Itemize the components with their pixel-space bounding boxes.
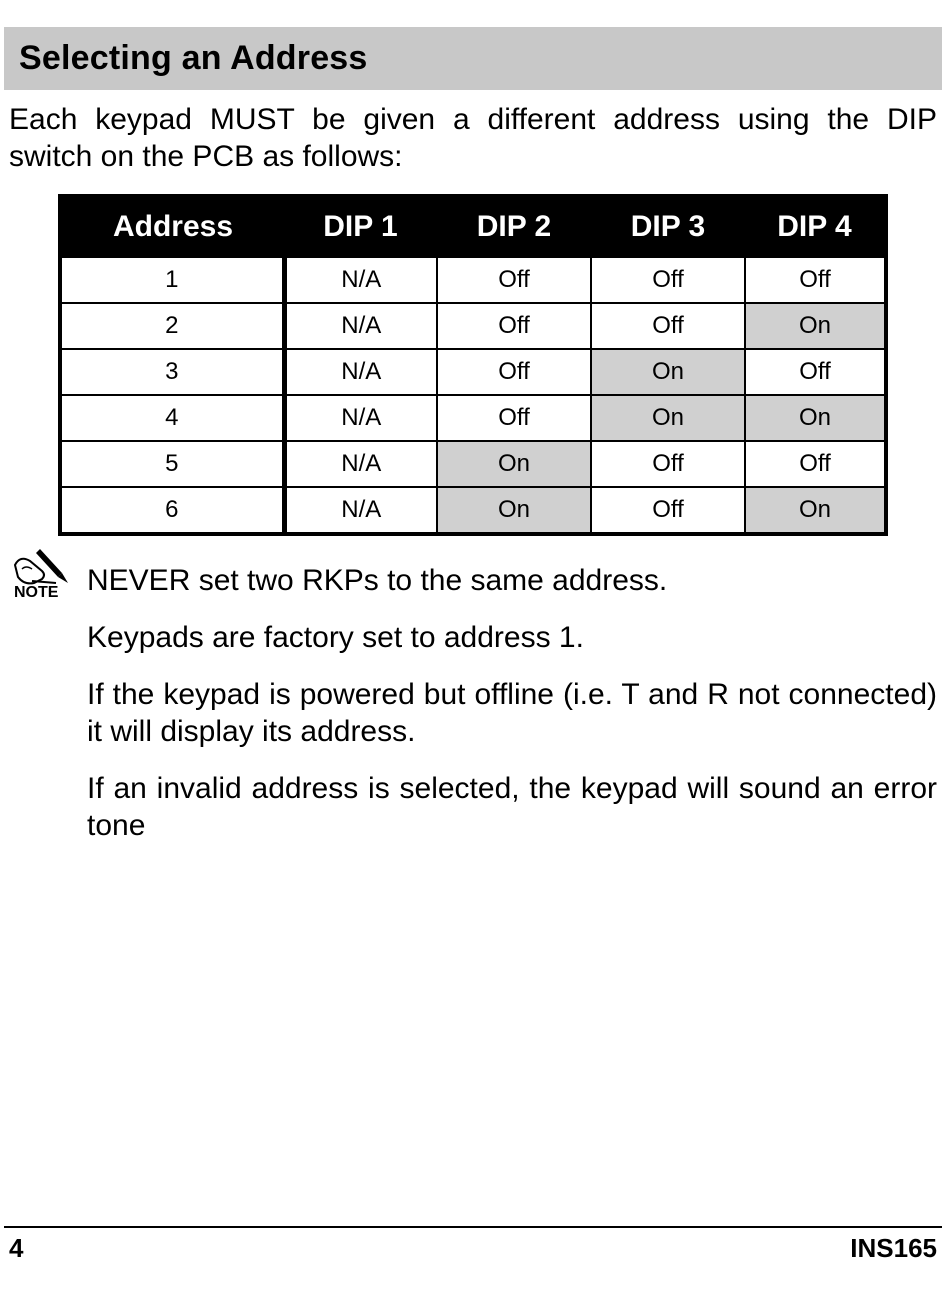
column-header-dip-4: DIP 4 bbox=[745, 196, 886, 257]
note-paragraph: If an invalid address is selected, the keypad will sound an error tone bbox=[87, 772, 937, 842]
dip-cell: On bbox=[437, 487, 591, 534]
dip-cell: N/A bbox=[284, 303, 437, 349]
table-row bbox=[60, 441, 886, 487]
intro-line-1: Each keypad MUST be given a different address using the DIP bbox=[9, 103, 937, 136]
dip-cell: Off bbox=[745, 349, 886, 395]
section-header bbox=[4, 27, 942, 90]
dip-cell: Off bbox=[591, 303, 745, 349]
table-row bbox=[60, 395, 886, 441]
dip-address-table bbox=[58, 194, 888, 536]
dip-cell: N/A bbox=[284, 441, 437, 487]
dip-cell: On bbox=[745, 487, 886, 534]
dip-cell: Off bbox=[437, 395, 591, 441]
dip-cell: Off bbox=[437, 349, 591, 395]
dip-cell: Off bbox=[745, 257, 886, 303]
dip-cell: Off bbox=[437, 257, 591, 303]
table-row bbox=[60, 257, 886, 303]
address-cell: 2 bbox=[60, 303, 284, 349]
dip-cell: N/A bbox=[284, 395, 437, 441]
document-code: INS165 bbox=[850, 1233, 937, 1263]
dip-cell: On bbox=[745, 395, 886, 441]
dip-cell: N/A bbox=[284, 349, 437, 395]
dip-cell: Off bbox=[745, 441, 886, 487]
note-label: NOTE bbox=[14, 584, 59, 601]
table-row bbox=[60, 487, 886, 534]
dip-cell: On bbox=[591, 395, 745, 441]
address-cell: 1 bbox=[60, 257, 284, 303]
dip-cell: On bbox=[437, 441, 591, 487]
address-cell: 5 bbox=[60, 441, 284, 487]
note-text bbox=[87, 562, 937, 864]
column-header-dip-2: DIP 2 bbox=[437, 196, 591, 257]
address-cell: 3 bbox=[60, 349, 284, 395]
dip-cell: Off bbox=[591, 441, 745, 487]
page-number: 4 bbox=[9, 1233, 24, 1263]
column-header-dip-3: DIP 3 bbox=[591, 196, 745, 257]
dip-cell: On bbox=[591, 349, 745, 395]
note-paragraph: If the keypad is powered but offline (i.e. T and R not connected) it will display its address. bbox=[87, 678, 937, 748]
dip-cell: Off bbox=[591, 487, 745, 534]
dip-cell: Off bbox=[591, 257, 745, 303]
page-title: Selecting an Address bbox=[19, 39, 368, 77]
address-cell: 4 bbox=[60, 395, 284, 441]
table-row bbox=[60, 349, 886, 395]
column-header-dip-1: DIP 1 bbox=[284, 196, 437, 257]
table-header-row bbox=[60, 196, 886, 257]
intro-text bbox=[9, 101, 937, 175]
intro-line-2: switch on the PCB as follows: bbox=[9, 140, 403, 173]
footer-divider bbox=[4, 1226, 942, 1228]
dip-cell: On bbox=[745, 303, 886, 349]
dip-cell: N/A bbox=[284, 487, 437, 534]
column-header-address: Address bbox=[60, 196, 284, 257]
dip-cell: Off bbox=[437, 303, 591, 349]
dip-cell: N/A bbox=[284, 257, 437, 303]
address-cell: 6 bbox=[60, 487, 284, 534]
table-row bbox=[60, 303, 886, 349]
note-paragraph: NEVER set two RKPs to the same address. bbox=[87, 564, 668, 597]
note-paragraph: Keypads are factory set to address 1. bbox=[87, 621, 584, 654]
